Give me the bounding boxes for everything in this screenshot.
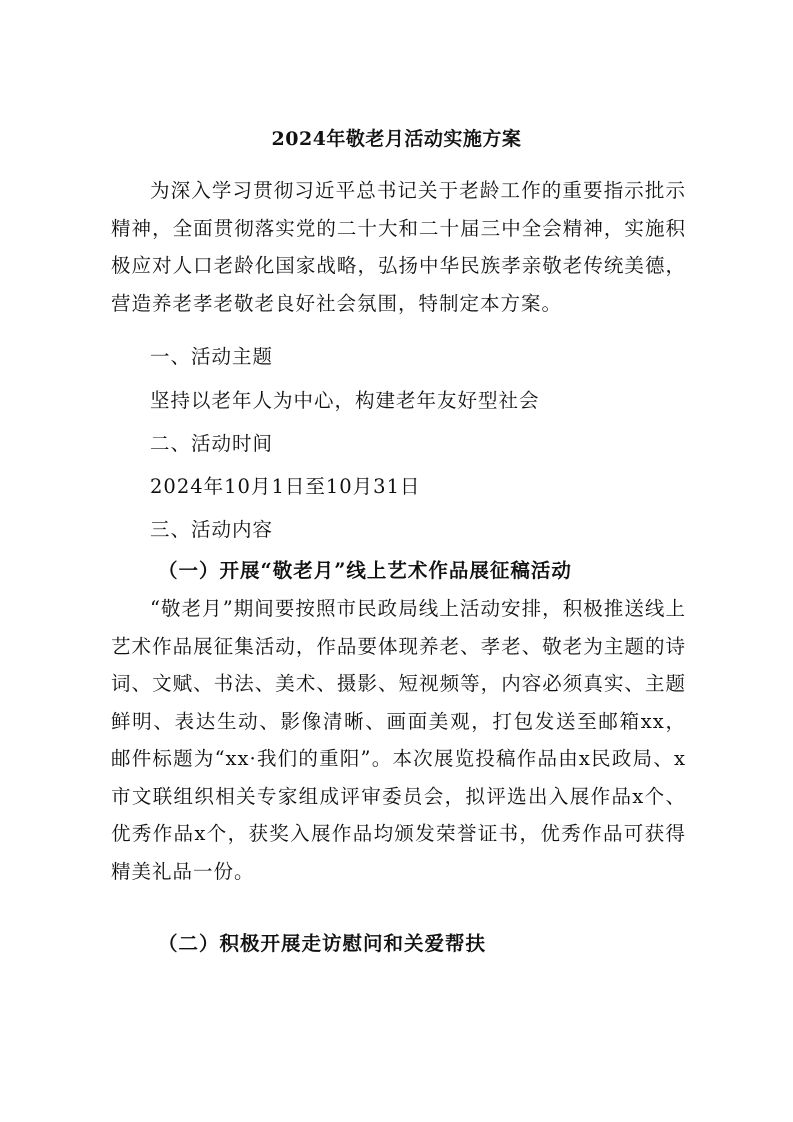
subsection-heading-visits: （二）积极开展走访慰问和关爱帮扶: [158, 932, 487, 955]
section-heading-content: 三、活动内容: [150, 518, 274, 541]
section-body-theme: 坚持以老年人为中心，构建老年友好型社会: [150, 389, 540, 412]
subsection-heading-art-exhibition: （一）开展“敬老月”线上艺术作品展征稿活动: [158, 559, 572, 582]
subsection-body-art-exhibition: “敬老月”期间要按照市民政局线上活动安排，积极推送线上艺术作品展征集活动，作品要体现养老、孝老、敬老为主题的诗词、文赋、书法、美术、摄影、短视频等，内容必须真实、主题鲜明、表达生动、影像清晰、画面美观，打包发送至邮箱xx，邮件标题为“xx·我们的重阳”。本次展览投稿作品由x民政局、x市文联组织相关专家组成评审委员会，拟评选出入展作品x个、优秀作品x个，获奖入展作品均颁发荣誉证书，优秀作品可获得精美礼品一份。: [111, 597, 686, 883]
document-title: 2024年敬老月活动实施方案: [271, 128, 522, 150]
intro-paragraph: 为深入学习贯彻习近平总书记关于老龄工作的重要指示批示精神，全面贯彻落实党的二十大和二十届三中全会精神，实施积极应对人口老龄化国家战略，弘扬中华民族孝亲敬老传统美德，营造养老孝老敬老良好社会氛围，特制定本方案。: [111, 179, 686, 315]
section-body-time: 2024年10月1日至10月31日: [150, 475, 421, 498]
section-heading-theme: 一、活动主题: [150, 345, 274, 368]
section-heading-time: 二、活动时间: [150, 432, 274, 455]
